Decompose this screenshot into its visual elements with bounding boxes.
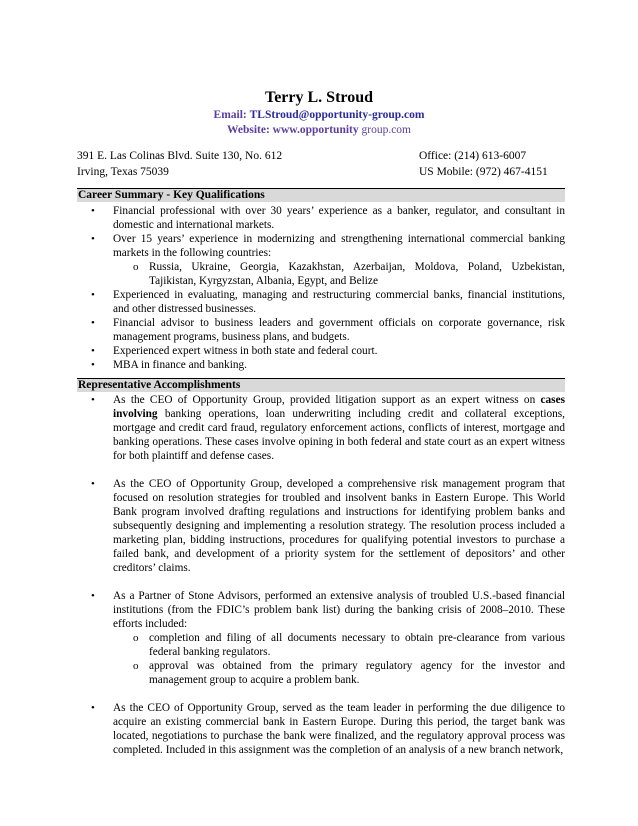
list-item-text: Experienced in evaluating, managing and restructuring commercial banks, financial institutions, and other distressed businesses. bbox=[113, 289, 565, 315]
list-item-text: Financial professional with over 30 years’ experience as a banker, regulator, and consultant in domestic and international markets. bbox=[113, 205, 565, 231]
bullet-icon: • bbox=[91, 233, 95, 245]
list-item bbox=[77, 288, 565, 316]
bullet-icon: • bbox=[91, 359, 95, 371]
sub-list-item bbox=[77, 631, 565, 659]
address-line-1: 391 E. Las Colinas Blvd. Suite 130, No. 612 bbox=[77, 150, 283, 162]
resume-header bbox=[0, 88, 638, 138]
list-item-text: Experienced expert witness in both state and federal court. bbox=[113, 345, 378, 357]
list-item bbox=[77, 204, 565, 232]
sub-list-item bbox=[77, 260, 565, 288]
circle-bullet-icon: o bbox=[133, 261, 139, 273]
list-item bbox=[77, 358, 565, 372]
accomplishments-section-title: Representative Accomplishments bbox=[78, 379, 241, 391]
list-item-text: Financial advisor to business leaders and government officials on corporate governance, risk management programs, business plans, and budgets. bbox=[113, 317, 565, 343]
website-link[interactable] bbox=[273, 124, 411, 136]
email-line bbox=[0, 108, 638, 123]
summary-list bbox=[77, 204, 565, 372]
summary-section-bar bbox=[77, 188, 565, 202]
list-item-bold-text: cases involving bbox=[113, 394, 565, 420]
list-item-text: banking operations, loan underwriting including credit and collateral exceptions, mortgage and credit card fraud, regulatory enforcement actions, conflicts of interest, mortgage and banking operations. These cases involve opining in both federal and state court as an expert witness for both plaintiff and defense cases. bbox=[113, 408, 565, 462]
accomplishments-list bbox=[77, 393, 565, 757]
list-item-text: As the CEO of Opportunity Group, served as the team leader in performing the due diligence to acquire an existing commercial bank in Eastern Europe. During this period, the target bank was located, negotiations to purchase the bank were finalized, and the regulatory approval process was completed. Included in this assignment was the completion of an analysis of a new branch network, bbox=[113, 702, 565, 756]
list-item-text: MBA in finance and banking. bbox=[113, 359, 247, 371]
list-item-text: Over 15 years’ experience in modernizing and strengthening international commercial banking markets in the following countries: bbox=[113, 233, 565, 259]
website-line bbox=[0, 123, 638, 138]
email-label: Email: bbox=[213, 109, 247, 121]
website-label: Website: bbox=[226, 124, 270, 136]
bullet-icon: • bbox=[91, 345, 95, 357]
bullet-icon: • bbox=[91, 394, 95, 406]
circle-bullet-icon: o bbox=[133, 660, 139, 672]
bullet-icon: • bbox=[91, 205, 95, 217]
office-phone: Office: (214) 613-6007 bbox=[419, 150, 527, 162]
mobile-phone: US Mobile: (972) 467-4151 bbox=[419, 166, 548, 178]
circle-bullet-icon: o bbox=[133, 632, 139, 644]
candidate-name: Terry L. Stroud bbox=[264, 89, 373, 106]
website-plain-part: group.com bbox=[361, 124, 412, 136]
sub-item-text: completion and filing of all documents necessary to obtain pre-clearance from various federal banking regulators. bbox=[149, 632, 565, 658]
list-item bbox=[77, 477, 565, 575]
list-item bbox=[77, 589, 565, 631]
summary-section-title: Career Summary - Key Qualifications bbox=[78, 189, 265, 201]
list-item-text: As the CEO of Opportunity Group, developed a comprehensive risk management program that focused on resolution strategies for troubled and insolvent banks in Eastern Europe. This World Bank program involved drafting regulations and instructions for identifying problem banks and subsequently designing and implementing a resolution strategy. The resolution process included a marketing plan, bidding instructions, procedures for qualifying potential investors to purchase a failed bank, and development of a priority system for the settlement of depositors’ and other creditors’ claims. bbox=[113, 478, 565, 574]
email-link[interactable]: TLStroud@opportunity-group.com bbox=[249, 109, 425, 121]
list-item bbox=[77, 701, 565, 757]
accomplishments-section-bar bbox=[77, 378, 565, 392]
bullet-icon: • bbox=[91, 702, 95, 714]
bullet-icon: • bbox=[91, 478, 95, 490]
address-line-2: Irving, Texas 75039 bbox=[77, 166, 169, 178]
list-item bbox=[77, 344, 565, 358]
list-item-text: As the CEO of Opportunity Group, provided litigation support as an expert witness on bbox=[113, 394, 536, 406]
bullet-icon: • bbox=[91, 289, 95, 301]
bullet-icon: • bbox=[91, 317, 95, 329]
list-item bbox=[77, 232, 565, 260]
list-item-text: As a Partner of Stone Advisors, performed an extensive analysis of troubled U.S.-based financial institutions (from the FDIC’s problem bank list) during the banking crisis of 2008–2010. These efforts included: bbox=[113, 590, 565, 630]
contact-block bbox=[77, 148, 565, 180]
countries-text: Russia, Ukraine, Georgia, Kazakhstan, Azerbaijan, Moldova, Poland, Uzbekistan, Tajikistan, Kyrgyzstan, Albania, Egypt, and Belize bbox=[149, 261, 565, 287]
list-item bbox=[77, 393, 565, 463]
website-bold-part: www.opportunity bbox=[272, 124, 359, 136]
list-item bbox=[77, 316, 565, 344]
sub-list-item bbox=[77, 659, 565, 687]
bullet-icon: • bbox=[91, 590, 95, 602]
sub-item-text: approval was obtained from the primary regulatory agency for the investor and management group to acquire a problem bank. bbox=[149, 660, 565, 686]
